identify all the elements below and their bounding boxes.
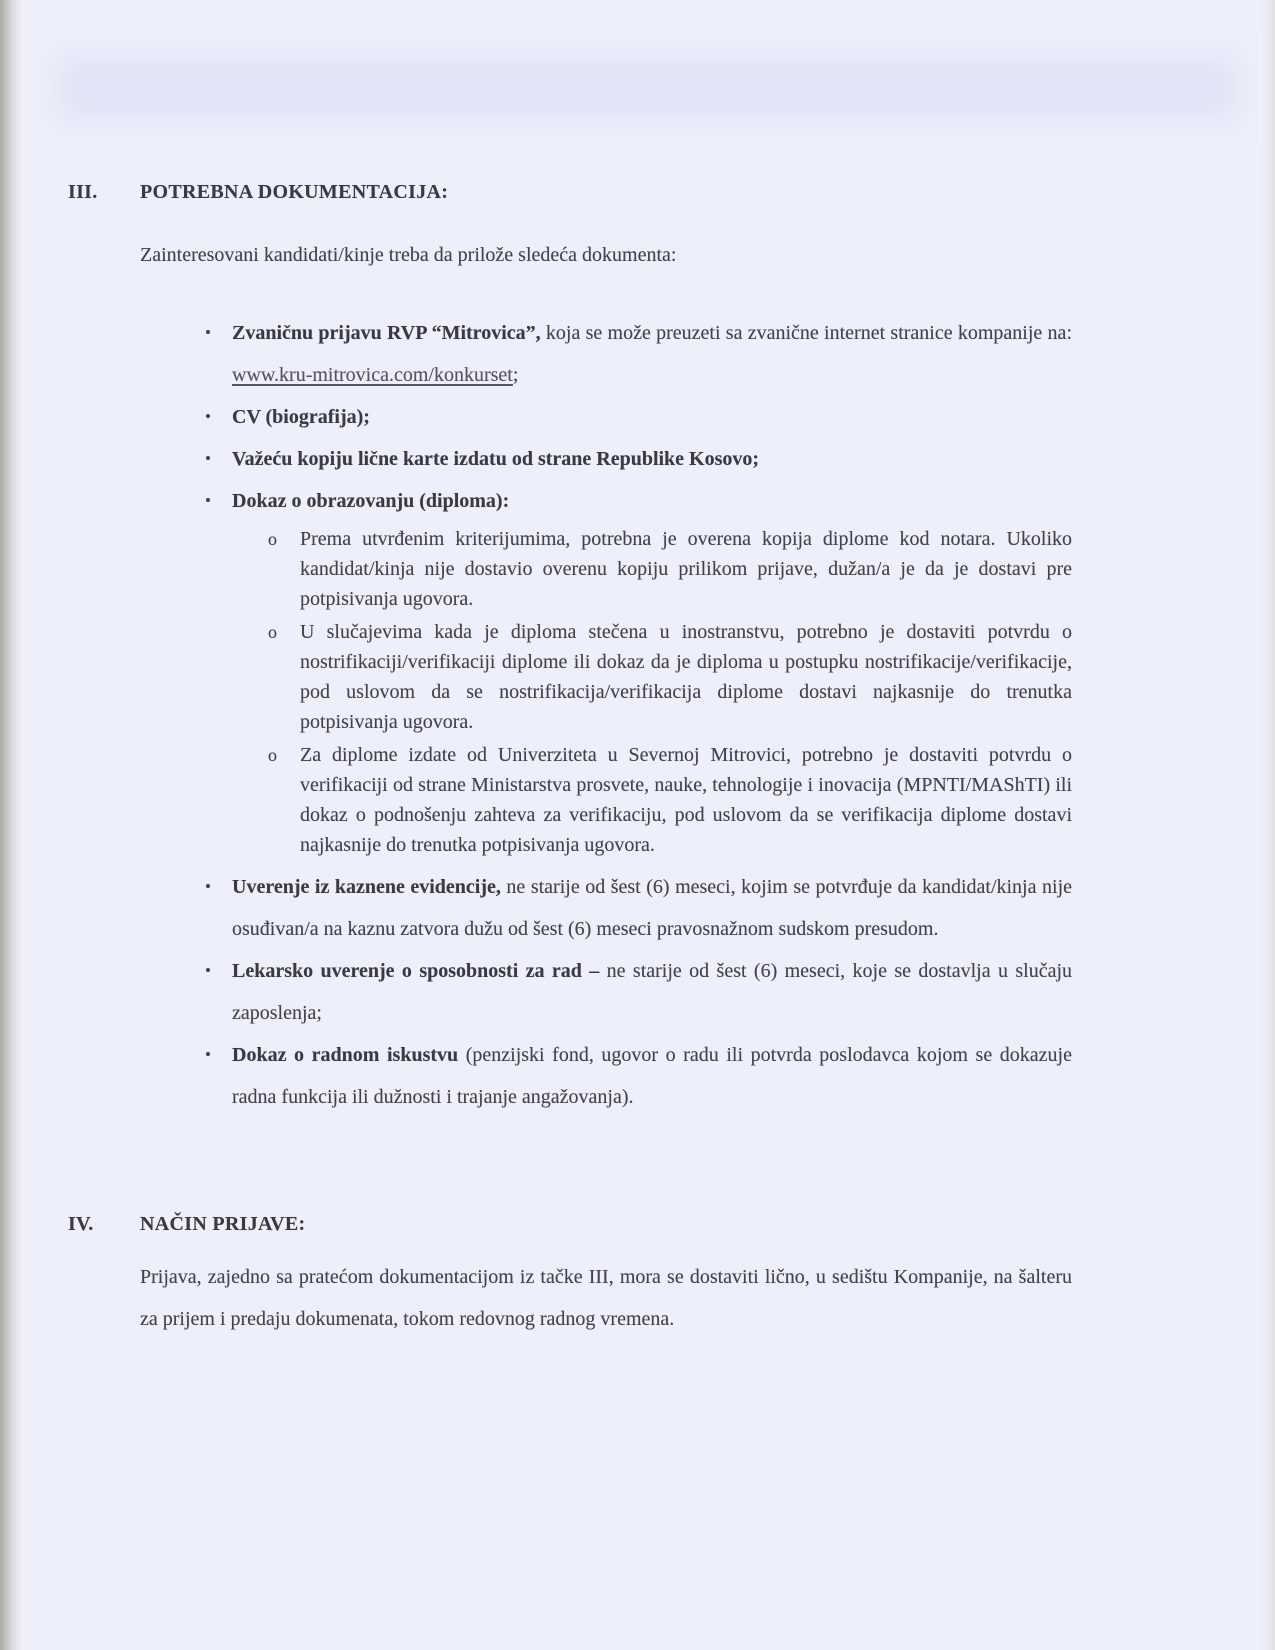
bold-text-run: Dokaz o obrazovanju (diploma):: [232, 490, 510, 512]
list-item: [205, 438, 1072, 480]
section-iv-title: NAČIN PRIJAVE:: [140, 1213, 306, 1235]
bold-text-run: Važeću kopiju lične karte izdatu od strane Republike Kosovo;: [232, 448, 760, 470]
bullet-icon: •: [205, 491, 211, 510]
bold-text-run: Zvaničnu prijavu RVP “Mitrovica”,: [232, 322, 541, 344]
list-item-text: [232, 950, 1072, 1034]
bold-text-run: Lekarsko uverenje o sposobnosti za rad –: [232, 960, 600, 982]
list-item: [205, 396, 1072, 438]
section-iii-heading: [68, 178, 1072, 206]
document-body: [68, 0, 1072, 1340]
text-run: ne starije od šest (6) meseci, kojim se potvrđuje da kandidat/kinja nije osuđivan/a na kaznu zatvora dužu od šest (6) meseci pravosnažnom sudskom presudom.: [232, 876, 1072, 940]
list-item-text: [232, 1034, 1072, 1118]
document-link[interactable]: www.kru-mitrovica.com/konkurset: [232, 364, 513, 386]
sub-bullet-icon: o: [268, 622, 277, 642]
sub-list-item: [268, 524, 1072, 614]
text-run: ne starije od šest (6) meseci, koje se dostavlja u slučaju zaposlenja;: [232, 960, 1072, 1024]
list-item-text: [232, 312, 1072, 396]
sub-item-text: Za diplome izdate od Univerziteta u Severnoj Mitrovici, potrebno je dostaviti potvrdu o verifikaciji od strane Ministarstva prosvete, nauke, tehnologije i inovacija (MPNTI/MAShTI) ili dokaz o podnošenju zahteva za verifikaciju, pod uslovom da se verifikacija diplome dostavi najkasnije do trenutka potpisivanja ugovora.: [300, 744, 1072, 856]
list-item: [205, 950, 1072, 1034]
bullet-icon: •: [205, 449, 211, 468]
sub-list-item: [268, 740, 1072, 860]
text-run: koja se može preuzeti sa zvanične internet stranice kompanije na:: [540, 322, 1072, 344]
sub-bullet-icon: o: [268, 529, 277, 549]
bullet-icon: •: [205, 323, 211, 342]
list-item: [205, 312, 1072, 396]
sub-list-item: [268, 617, 1072, 737]
bold-text-run: Uverenje iz kaznene evidencije,: [232, 876, 501, 898]
sub-item-text: U slučajevima kada je diploma stečena u inostranstvu, potrebno je dostaviti potvrdu o nostrifikaciji/verifikaciji diplome ili dokaz da je diploma u postupku nostrifikacije/verifikacije, pod uslovom da se nostrifikacija/verifikacija diplome dostavi najkasnije do trenutka potpisivanja ugovora.: [300, 621, 1072, 733]
list-item: [205, 1034, 1072, 1118]
bullet-icon: •: [205, 961, 211, 980]
scan-edge-right: [1261, 0, 1275, 1650]
section-iv-numeral: IV.: [68, 1213, 94, 1235]
text-run: ;: [512, 364, 519, 386]
list-item-text: [232, 438, 1072, 480]
bullet-icon: •: [205, 877, 211, 896]
scan-edge-left: [0, 0, 22, 1650]
section-iv-paragraph: Prijava, zajedno sa pratećom dokumentacijom iz tačke III, mora se dostaviti lično, u sedištu Kompanije, na šalteru za prijem i predaju dokumenata, tokom redovnog radnog vremena.: [140, 1266, 1072, 1330]
sub-item-text: Prema utvrđenim kriterijumima, potrebna je overena kopija diplome kod notara. Ukoliko kandidat/kinja nije dostavio overenu kopiju prilikom prijave, dužan/a je da je dostavi pre potpisivanja ugovora.: [300, 528, 1072, 610]
list-item: [205, 866, 1072, 950]
bullet-icon: •: [205, 1045, 211, 1064]
bullet-icon: •: [205, 407, 211, 426]
list-item-text: [232, 480, 1072, 866]
text-run: (penzijski fond, ugovor o radu ili potvrda poslodavca kojom se dokazuje radna funkcija ili dužnosti i trajanje angažovanja).: [232, 1044, 1072, 1108]
bullet-list: [68, 312, 1072, 1118]
section-iii-numeral: III.: [68, 181, 98, 203]
list-item-text: [232, 866, 1072, 950]
bold-text-run: Dokaz o radnom iskustvu: [232, 1044, 459, 1066]
section-iii-intro: Zainteresovani kandidati/kinje treba da prilože sledeća dokumenta:: [140, 244, 677, 266]
sub-list: [268, 524, 1072, 860]
section-iv: [68, 1210, 1072, 1340]
list-item-text: [232, 396, 1072, 438]
section-iii-title: POTREBNA DOKUMENTACIJA:: [140, 181, 449, 203]
sub-bullet-icon: o: [268, 745, 277, 765]
bold-text-run: CV (biografija);: [232, 406, 370, 428]
list-item: [205, 480, 1072, 866]
section-iv-heading: [68, 1210, 1072, 1238]
